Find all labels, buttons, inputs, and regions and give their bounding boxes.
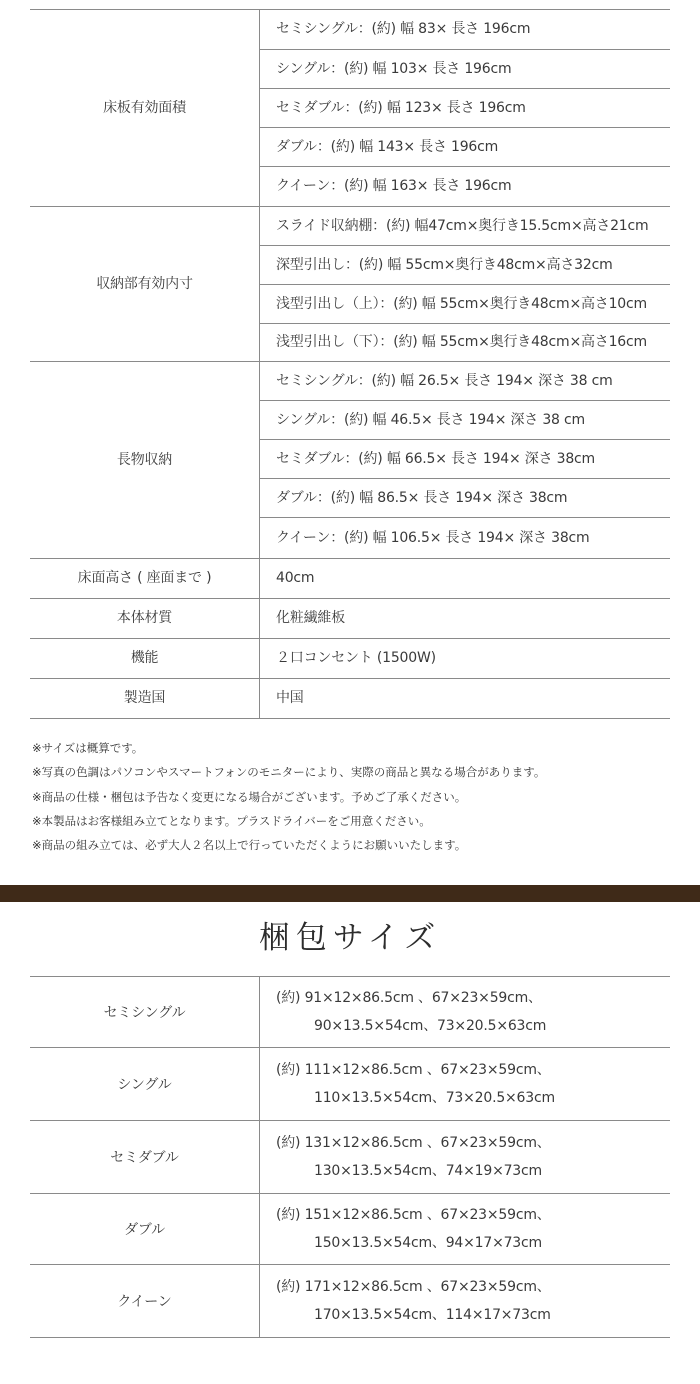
packing-table: [30, 976, 670, 1338]
storage-value: スライド収納棚：(約) 幅47cm×奥行き15.5cm×高さ21cm: [260, 207, 671, 246]
section-divider: [0, 885, 700, 902]
long-storage-value: セミダブル：(約) 幅 66.5× 長さ 194× 深さ 38cm: [260, 440, 671, 479]
table-row: [30, 1048, 670, 1121]
table-row: [30, 362, 670, 401]
floor-area-value: ダブル：(約) 幅 143× 長さ 196cm: [260, 128, 671, 167]
long-storage-value: ダブル：(約) 幅 86.5× 長さ 194× 深さ 38cm: [260, 479, 671, 518]
packing-value: [260, 1194, 671, 1265]
floor-height-label: 床面高さ ( 座面まで ): [30, 559, 260, 599]
table-row: [30, 559, 670, 599]
packing-line: (約) 111×12×86.5cm 、67×23×59cm、: [276, 1062, 551, 1078]
table-row: [30, 1121, 670, 1194]
material-label: 本体材質: [30, 599, 260, 639]
table-row: [30, 639, 670, 679]
packing-value: [260, 1121, 671, 1194]
long-storage-value: シングル：(約) 幅 46.5× 長さ 194× 深さ 38 cm: [260, 401, 671, 440]
floor-area-value: シングル：(約) 幅 103× 長さ 196cm: [260, 50, 671, 89]
function-value: ２口コンセント (1500W): [260, 639, 671, 679]
packing-line: 170×13.5×54cm、114×17×73cm: [314, 1307, 551, 1323]
table-row: [30, 679, 670, 719]
table-row: [30, 1265, 670, 1338]
packing-label: シングル: [30, 1048, 260, 1121]
origin-value: 中国: [260, 679, 671, 719]
packing-label: セミダブル: [30, 1121, 260, 1194]
storage-label: 収納部有効内寸: [30, 207, 260, 362]
packing-label: クイーン: [30, 1265, 260, 1338]
note-item: ※サイズは概算です。: [32, 741, 144, 755]
storage-value: 深型引出し：(約) 幅 55cm×奥行き48cm×高さ32cm: [260, 246, 671, 285]
table-row: [30, 10, 670, 50]
packing-line: (約) 91×12×86.5cm 、67×23×59cm、: [276, 990, 542, 1006]
packing-title: 梱包サイズ: [258, 920, 442, 956]
material-value: 化粧繊維板: [260, 599, 671, 639]
note-item: ※商品の組み立ては、必ず大人２名以上で行っていただくようにお願いいたします。: [32, 838, 467, 853]
long-storage-value: セミシングル：(約) 幅 26.5× 長さ 194× 深さ 38 cm: [260, 362, 671, 401]
origin-label: 製造国: [30, 679, 260, 719]
packing-value: [260, 977, 671, 1048]
notes-list: [32, 736, 545, 857]
floor-area-value: クイーン：(約) 幅 163× 長さ 196cm: [260, 167, 671, 207]
storage-value: 浅型引出し（下）：(約) 幅 55cm×奥行き48cm×高さ16cm: [260, 324, 671, 362]
packing-line: (約) 131×12×86.5cm 、67×23×59cm、: [276, 1135, 551, 1151]
table-row: [30, 977, 670, 1048]
function-label: 機能: [30, 639, 260, 679]
packing-line: (約) 151×12×86.5cm 、67×23×59cm、: [276, 1207, 551, 1223]
floor-area-value: セミダブル：(約) 幅 123× 長さ 196cm: [260, 89, 671, 128]
packing-line: 110×13.5×54cm、73×20.5×63cm: [314, 1090, 555, 1106]
packing-label: ダブル: [30, 1194, 260, 1265]
floor-area-value: セミシングル：(約) 幅 83× 長さ 196cm: [260, 10, 671, 50]
table-row: [30, 599, 670, 639]
packing-value: [260, 1265, 671, 1338]
note-item: ※本製品はお客様組み立てとなります。プラスドライバーをご用意ください。: [32, 813, 431, 828]
packing-line: 90×13.5×54cm、73×20.5×63cm: [314, 1018, 547, 1034]
note-item: ※写真の色調はパソコンやスマートフォンのモニターにより、実際の商品と異なる場合があります。: [32, 765, 546, 780]
long-storage-value: クイーン：(約) 幅 106.5× 長さ 194× 深さ 38cm: [260, 518, 671, 559]
packing-line: 130×13.5×54cm、74×19×73cm: [314, 1163, 542, 1179]
storage-value: 浅型引出し（上）：(約) 幅 55cm×奥行き48cm×高さ10cm: [260, 285, 671, 324]
spec-table: [30, 9, 670, 719]
long-storage-label: 長物収納: [30, 362, 260, 559]
packing-value: [260, 1048, 671, 1121]
note-item: ※商品の仕様・梱包は予告なく変更になる場合がございます。予めご了承ください。: [32, 789, 467, 804]
floor-area-label: 床板有効面積: [30, 10, 260, 207]
floor-height-value: 40cm: [260, 559, 671, 599]
table-row: [30, 1194, 670, 1265]
packing-line: (約) 171×12×86.5cm 、67×23×59cm、: [276, 1279, 551, 1295]
packing-label: セミシングル: [30, 977, 260, 1048]
packing-line: 150×13.5×54cm、94×17×73cm: [314, 1235, 542, 1251]
table-row: [30, 207, 670, 246]
